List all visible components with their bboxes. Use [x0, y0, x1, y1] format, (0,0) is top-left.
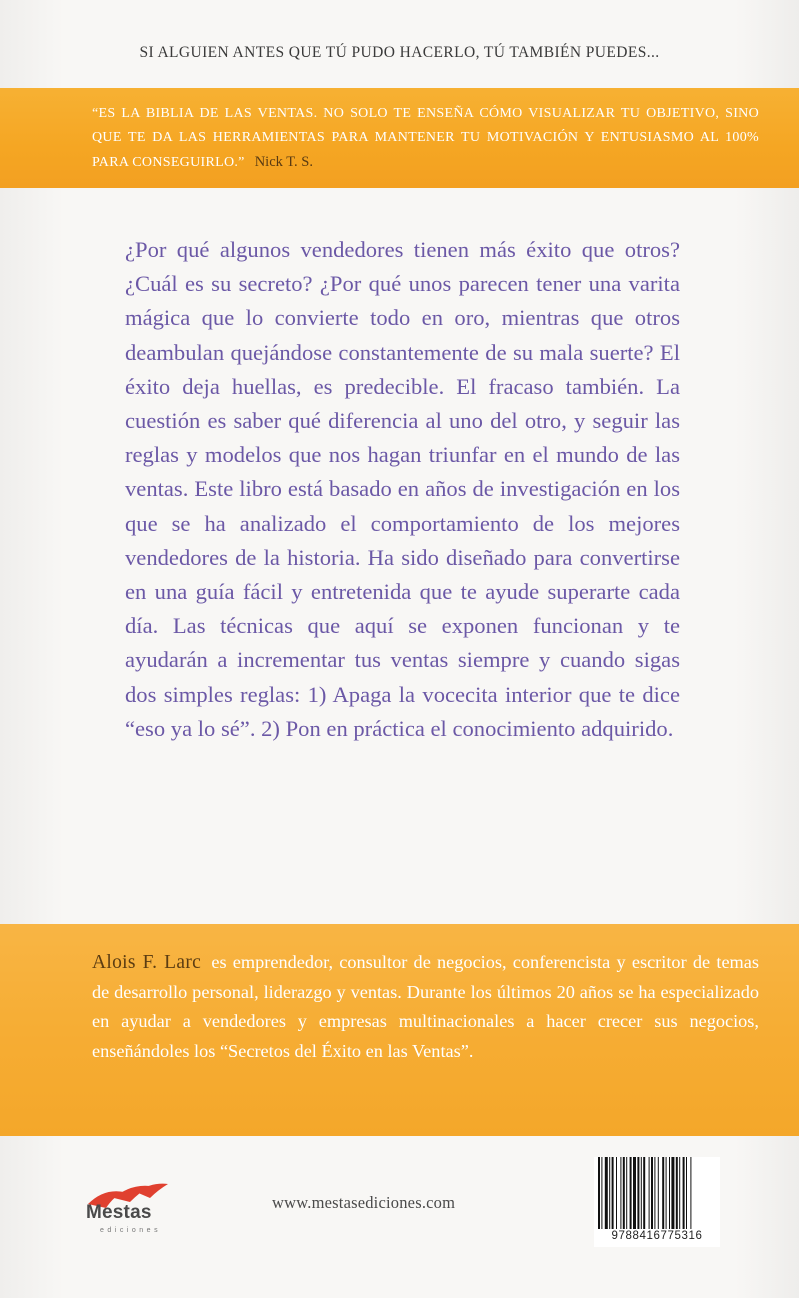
barcode-bar — [643, 1157, 645, 1229]
barcode-bar — [609, 1157, 610, 1229]
barcode-bar — [612, 1157, 614, 1229]
barcode-bar — [633, 1157, 636, 1229]
barcode-bar — [654, 1157, 655, 1229]
barcode-bar — [637, 1157, 639, 1229]
barcode-number: 9788416775316 — [611, 1230, 703, 1242]
blurb — [125, 233, 680, 746]
barcode-bar — [616, 1157, 617, 1229]
barcode-bar — [658, 1157, 659, 1229]
barcode-bar — [651, 1157, 653, 1229]
author-bio — [92, 948, 759, 1066]
blurb-paragraph: ¿Por qué algunos vendedores tienen más éxito que otros? ¿Cuál es su secreto? ¿Por qué unos parecen tener una varita mágica que lo convierte todo en oro, mientras que otros deambulan quejándose constantemente de su mala suerte? El éxito deja huellas, es predecible. El fracaso también. La cuestión es saber qué diferencia al uno del otro, y seguir las reglas y modelos que nos hagan triunfar en el mundo de las ventas. Este libro está basado en años de investigación en los que se ha analizado el comportamiento de los mejores vendedores de la historia. Ha sido diseñado para convertirse en una guía fácil y entretenida que te ayude superarte cada día. Las técnicas que aquí se exponen funcionan y te ayudarán a incrementar tus ventas siempre y cuando sigas dos simples reglas: 1) Apaga la vocecita interior que te dice “eso ya lo sé”. 2) Pon en práctica el conocimiento adquirido. — [125, 237, 680, 741]
barcode-bar — [669, 1157, 670, 1229]
barcode-bar — [676, 1157, 678, 1229]
tagline: SI ALGUIEN ANTES QUE TÚ PUDO HACERLO, TÚ TAMBIÉN PUEDES... — [139, 44, 660, 61]
barcode-bar — [649, 1157, 650, 1229]
barcode-bar — [598, 1157, 600, 1229]
barcode-bar — [601, 1157, 602, 1229]
barcode-bar — [666, 1157, 667, 1229]
barcode-bars — [598, 1157, 716, 1229]
barcode-bar — [686, 1157, 687, 1229]
publisher-logo-text: Mestas — [86, 1202, 152, 1223]
barcode-bar — [626, 1157, 627, 1229]
quote-band — [0, 88, 799, 188]
author-bio-text: es emprendedor, consultor de negocios, conferencista y escritor de temas de desarrollo personal, liderazgo y ventas. Durante los últimos 20 años se ha especializado en ayudar a vendedores y empresas multinacionales a hacer crecer sus negocios, enseñándoles los “Secretos del Éxito en las Ventas”. — [92, 952, 760, 1061]
barcode-bar — [623, 1157, 625, 1229]
quote-text: “ES LA BIBLIA DE LAS VENTAS. NO SOLO TE ENSEÑA CÓMO VISUALIZAR TU OBJETIVO, SINO QUE TE DA LAS HERRAMIENTAS PARA MANTENER TU MOTIVACIÓN Y ENTUSIASMO AL 100% PARA CONSEGUIRLO.” — [92, 106, 759, 170]
barcode-bar — [641, 1157, 642, 1229]
publisher-website: www.mestasediciones.com — [272, 1193, 456, 1212]
barcode-bar — [683, 1157, 685, 1229]
barcode-bar — [671, 1157, 674, 1229]
barcode-bar — [662, 1157, 664, 1229]
quote-author: Nick T. S. — [254, 154, 313, 170]
barcode-bar — [605, 1157, 608, 1229]
author-name: Alois F. Larc — [92, 952, 202, 973]
quote — [92, 102, 759, 175]
barcode-bar — [690, 1157, 691, 1229]
barcode-bar — [679, 1157, 680, 1229]
barcode-bar — [620, 1157, 621, 1229]
isbn-barcode — [594, 1157, 720, 1247]
barcode-bar — [630, 1157, 632, 1229]
author-band — [0, 924, 799, 1136]
publisher-logo-subtext: ediciones — [100, 1227, 162, 1234]
